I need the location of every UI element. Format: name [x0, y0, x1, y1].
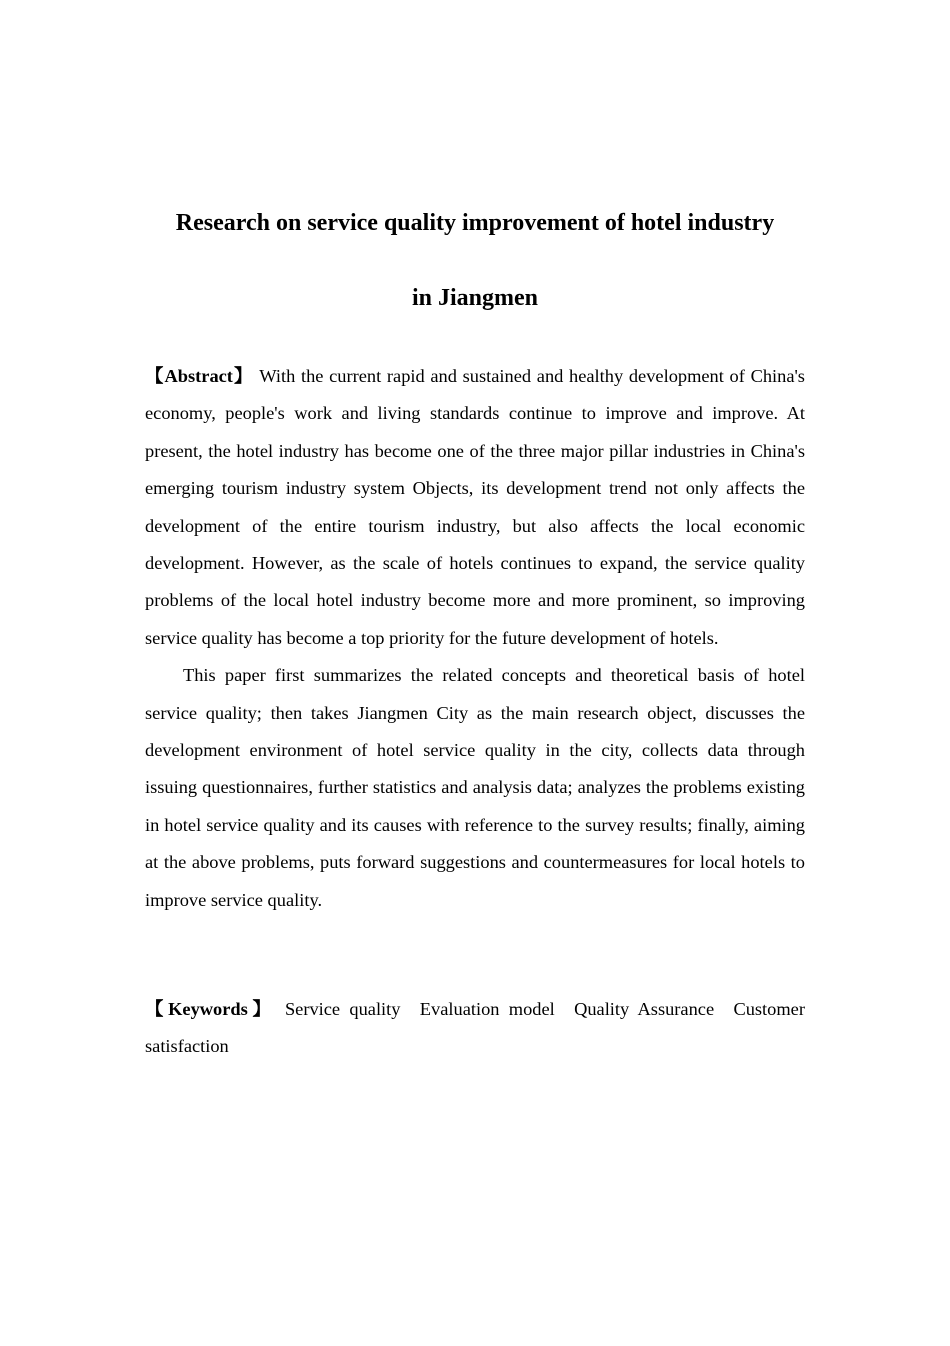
keyword-item: Quality Assurance: [574, 999, 715, 1019]
abstract-section: [145, 358, 805, 919]
keywords-label-open: 【: [145, 999, 169, 1019]
keyword-item: Service quality: [284, 999, 401, 1019]
keywords-label-close: 】: [247, 999, 276, 1019]
keyword-item: Evaluation model: [419, 999, 555, 1019]
document-title-line-1: Research on service quality improvement of hotel industry: [175, 210, 775, 236]
abstract-text-1: With the current rapid and sustained and healthy development of China's economy, people's work and living standards continue to improve and improve. At present, the hotel industry has become one of the three major pillar industries in China's emerging tourism industry system Objects, its development trend not only affects the development of the entire tourism industry, but also affects the local economic development. However, as the scale of hotels continues to expand, the service quality problems of the local hotel industry become more and more prominent, so improving service quality has become a top priority for the future development of hotels.: [145, 366, 805, 648]
document-title-line-2: in Jiangmen: [411, 285, 539, 311]
keywords-section: [145, 991, 805, 1066]
abstract-label-close: 】: [232, 366, 254, 386]
abstract-label: Abstract: [164, 366, 233, 386]
abstract-label-open: 【: [145, 366, 165, 386]
abstract-paragraph-1: [145, 358, 805, 657]
keyword-item: Customer satisfaction: [145, 999, 805, 1057]
abstract-paragraph-2: This paper first summarizes the related concepts and theoretical basis of hotel service quality; then takes Jiangmen City as the main research object, discusses the development environment of hotel service quality in the city, collects data through issuing questionnaires, further statistics and analysis data; analyzes the problems existing in hotel service quality and its causes with reference to the survey results; finally, aiming at the above problems, puts forward suggestions and countermeasures for local hotels to improve service quality.: [145, 665, 805, 910]
keywords-label: Keywords: [168, 999, 248, 1019]
